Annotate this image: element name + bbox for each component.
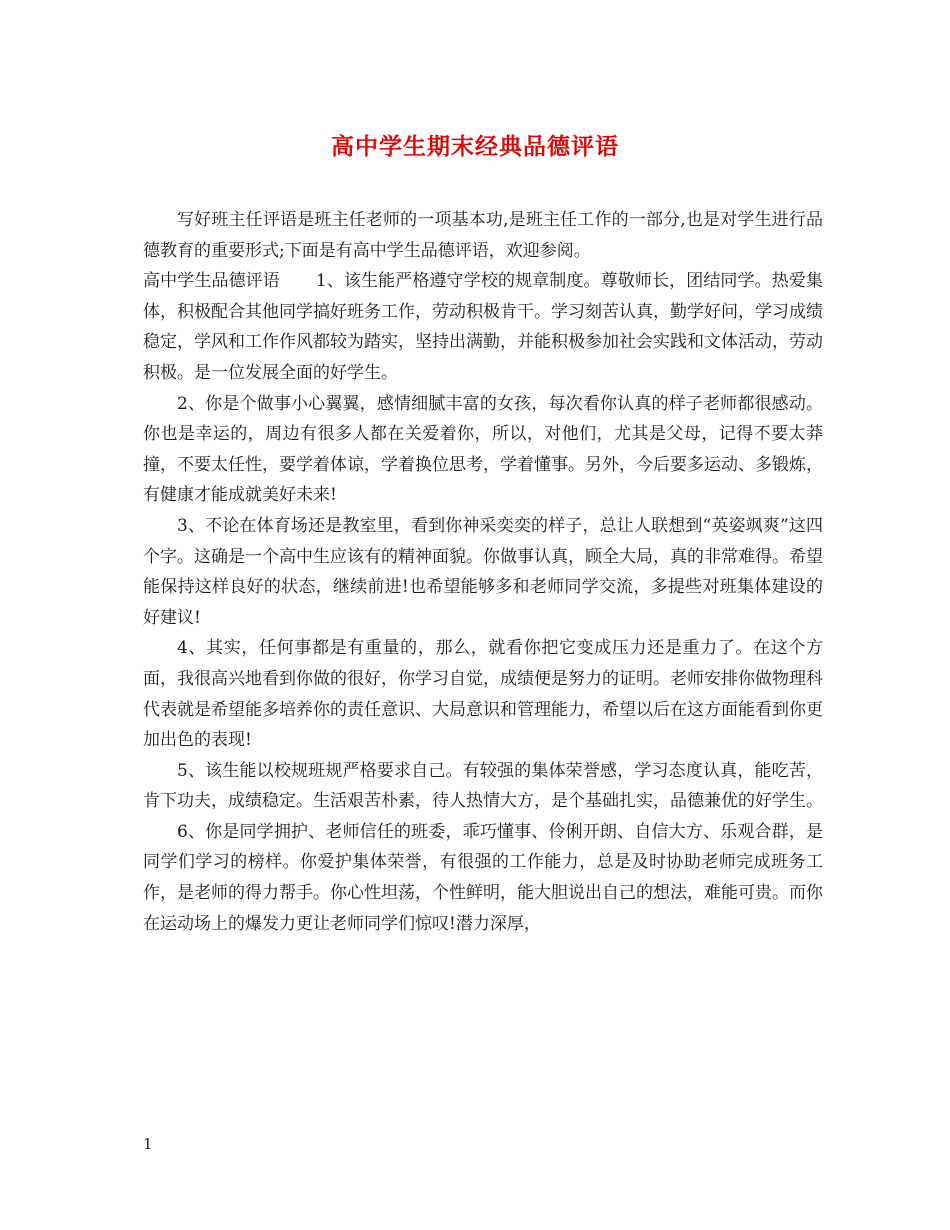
document-body bbox=[143, 205, 823, 939]
page-number: 1 bbox=[143, 1135, 153, 1153]
comment-paragraph-6: 6、你是同学拥护、老师信任的班委，乖巧懂事、伶俐开朗、自信大方、乐观合群，是同学们学习的榜样。你爱护集体荣誉，有很强的工作能力，总是及时协助老师完成班务工作，是老师的得力帮手。你心性坦荡，个性鲜明，能大胆说出自己的想法，难能可贵。而你在运动场上的爆发力更让老师同学们惊叹!潜力深厚， bbox=[143, 821, 823, 934]
document-title: 高中学生期末经典品德评语 bbox=[331, 133, 619, 160]
intro-paragraph: 写好班主任评语是班主任老师的一项基本功,是班主任工作的一部分,也是对学生进行品德教育的重要形式;下面是有高中学生品德评语，欢迎参阅。 bbox=[143, 210, 823, 261]
comment-paragraph-5: 5、该生能以校规班规严格要求自己。有较强的集体荣誉感，学习态度认真，能吃苦，肯下功夫，成绩稳定。生活艰苦朴素，待人热情大方，是个基础扎实，品德兼优的好学生。 bbox=[143, 760, 823, 812]
comment-paragraph-3: 3、不论在体育场还是教室里，看到你神采奕奕的样子，总让人联想到“英姿飒爽”这四个字。这确是一个高中生应该有的精神面貌。你做事认真，顾全大局，真的非常难得。希望能保持这样良好的状态，继续前进!也希望能够多和老师同学交流，多提些对班集体建设的好建议! bbox=[143, 515, 823, 628]
comment-paragraph-4: 4、其实，任何事都是有重量的，那么，就看你把它变成压力还是重力了。在这个方面，我很高兴地看到你做的很好，你学习自觉，成绩便是努力的证明。老师安排你做物理科代表就是希望能多培养你的责任意识、大局意识和管理能力，希望以后在这方面能看到你更加出色的表现! bbox=[143, 638, 823, 751]
comment-paragraph-1 bbox=[143, 266, 823, 388]
comment-paragraph-2: 2、你是个做事小心翼翼，感情细腻丰富的女孩，每次看你认真的样子老师都很感动。你也是幸运的，周边有很多人都在关爱着你，所以，对他们，尤其是父母，记得不要太莽撞，不要太任性，要学着体谅，学着换位思考，学着懂事。另外，今后要多运动、多锻炼，有健康才能成就美好未来! bbox=[143, 393, 823, 506]
section-label: 高中学生品德评语 bbox=[143, 271, 280, 292]
comment-1-text: 1、该生能严格遵守学校的规章制度。尊敬师长，团结同学。热爱集体，积极配合其他同学搞好班务工作，劳动积极肯干。学习刻苦认真，勤学好问，学习成绩稳定，学风和工作作风都较为踏实，坚持出满勤，并能积极参加社会实践和文体活动，劳动积极。是一位发展全面的好学生。 bbox=[143, 271, 823, 383]
